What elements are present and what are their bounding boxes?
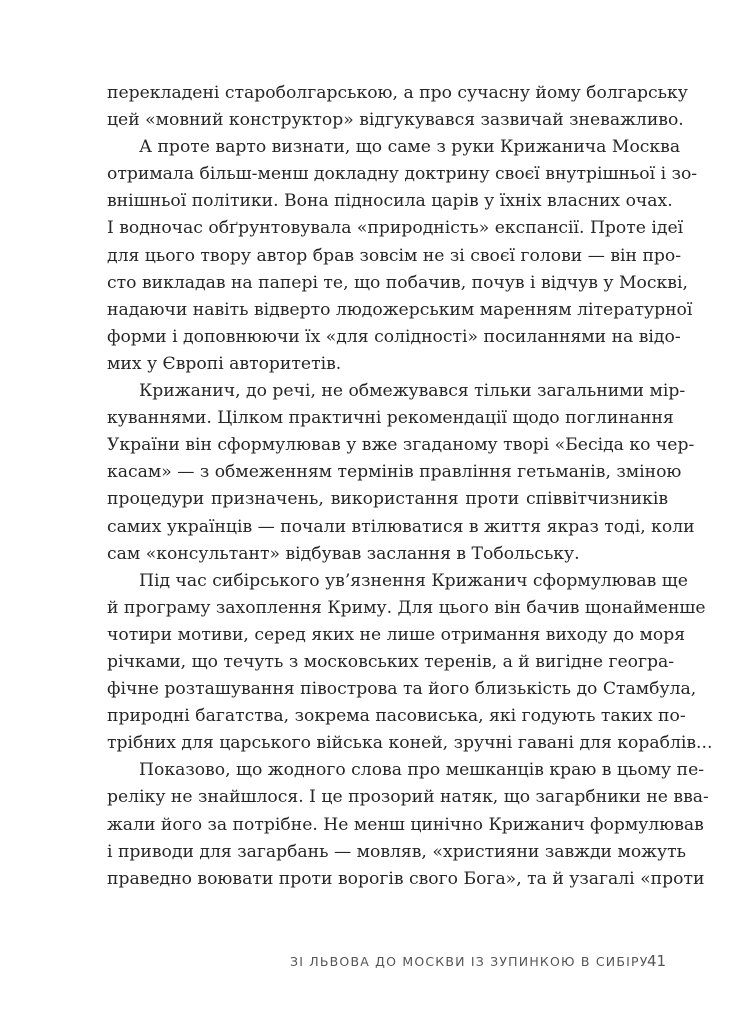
text-line: Показово, що жодного слова про мешканців краю в цьому пе- bbox=[139, 760, 705, 781]
text-line: процедури призначень, використання проти співвітчизників bbox=[107, 489, 668, 510]
page-footer bbox=[0, 952, 742, 976]
text-line: Крижанич, до речі, не обмежувався тільки загальними мір- bbox=[139, 381, 686, 402]
text-line: й програму захоплення Криму. Для цього він бачив щонайменше bbox=[107, 597, 706, 618]
text-line: А проте варто визнати, що саме з руки Крижанича Москва bbox=[139, 137, 681, 158]
text-line: жали його за потрібне. Не менш цинічно Крижанич формулював bbox=[107, 814, 704, 835]
text-line: для цього твору автор брав зовсім не зі своєї голови — він про- bbox=[107, 245, 682, 266]
text-line: реліку не знайшлося. І це прозорий натяк, що загарбники не вва- bbox=[107, 787, 709, 808]
text-line: України він сформулював у вже згаданому творі «Бесіда ко чер- bbox=[107, 435, 695, 456]
text-line: фічне розташування півострова та його близькість до Стамбула, bbox=[107, 679, 697, 700]
text-line: цей «мовний конструктор» відгукувався зазвичай зневажливо. bbox=[107, 110, 684, 131]
text-line: сто викладав на папері те, що побачив, почув і відчув у Москві, bbox=[107, 272, 688, 293]
text-line: надаючи навіть відверто людожерським маренням літературної bbox=[107, 299, 693, 320]
page-number: 41 bbox=[647, 952, 667, 970]
text-line: внішньої політики. Вона підносила царів у їхніх власних очах. bbox=[107, 191, 673, 212]
text-line: куваннями. Цілком практичні рекомендації щодо поглинання bbox=[107, 408, 674, 429]
text-line: І водночас обґрунтовувала «природність» експансії. Проте ідеї bbox=[107, 218, 684, 239]
text-line: форми і доповнюючи їх «для солідності» посиланнями на відо- bbox=[107, 326, 681, 347]
text-line: чотири мотиви, серед яких не лише отримання виходу до моря bbox=[107, 624, 686, 645]
text-line: Під час сибірського ув’язнення Крижанич сформулював ще bbox=[139, 570, 688, 591]
text-line: природні багатства, зокрема пасовиська, які годують таких по- bbox=[107, 706, 686, 727]
text-line: перекладені староболгарською, а про сучасну йому болгарську bbox=[107, 83, 688, 103]
text-line: самих українців — почали втілюватися в життя якраз тоді, коли bbox=[107, 516, 695, 537]
text-line: мих у Європі авторитетів. bbox=[107, 353, 342, 374]
text-line: отримала більш-менш докладну доктрину своєї внутрішньої і зо- bbox=[107, 164, 698, 185]
text-line: і приводи для загарбань — мовляв, «християни завжди можуть bbox=[107, 841, 686, 862]
text-line: річками, що течуть з московських теренів, а й вигідне геогра- bbox=[107, 651, 675, 672]
text-line: касам» — з обмеженням термінів правління гетьманів, зміною bbox=[107, 462, 682, 483]
page-body-text bbox=[107, 80, 713, 893]
text-line: праведно воювати проти ворогів свого Бога», та й узагалі «проти bbox=[107, 868, 705, 889]
text-line: сам «консультант» відбував заслання в Тобольську. bbox=[107, 543, 580, 564]
text-line: трібних для царського війська коней, зручні гавані для кораблів... bbox=[107, 733, 713, 754]
running-title: ЗІ ЛЬВОВА ДО МОСКВИ ІЗ ЗУПИНКОЮ В СИБІРУ bbox=[290, 954, 649, 969]
